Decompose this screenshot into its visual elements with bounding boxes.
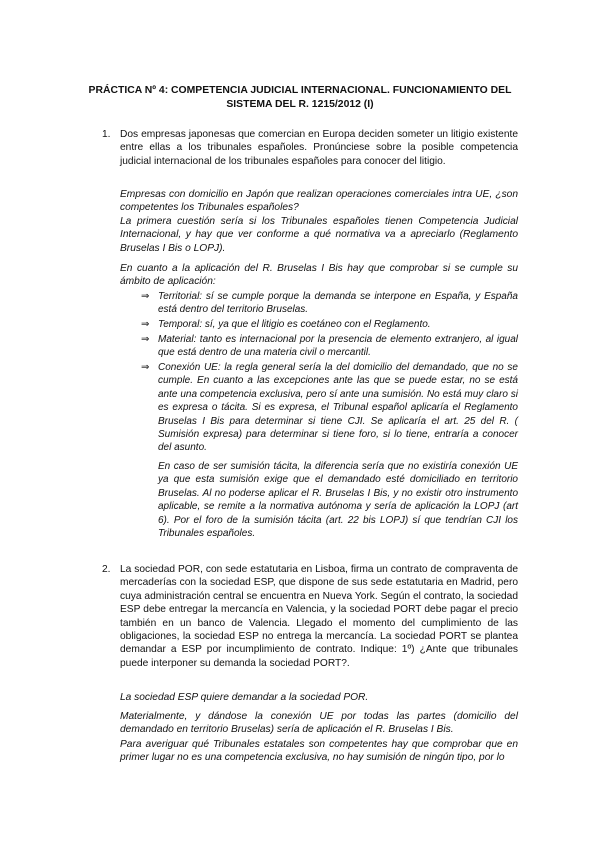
answer-1-paragraph-3: En cuanto a la aplicación del R. Bruselas I Bis hay que comprobar si se cumple su ámbito de aplicación: [120, 263, 518, 288]
answer-1-paragraph-2: La primera cuestión sería si los Tribunales españoles tienen Competencia Judicial Internacional, y hay que ver conforme a qué normativa va a apreciarlo (Reglamento Bruselas I Bis o LOPJ). [120, 216, 518, 254]
question-2-number: 2. [102, 564, 111, 575]
arrow-bullet-icon: ⇒ [141, 291, 150, 302]
bullet-territorial: Territorial: sí se cumple porque la demanda se interpone en España, y España está dentro del territorio Bruselas. [158, 291, 518, 316]
document-title [60, 84, 540, 111]
answer-2-paragraph-2: Materialmente, y dándose la conexión UE por todas las partes (domicilio del demandado en territorio Bruselas) sería de aplicación el R. Bruselas I Bis. [120, 711, 518, 736]
arrow-bullet-icon: ⇒ [141, 334, 150, 345]
answer-2-paragraph-1: La sociedad ESP quiere demandar a la sociedad POR. [120, 692, 369, 703]
bullet-material: Material: tanto es internacional por la presencia de elemento extranjero, al igual que está dentro de una materia civil o mercantil. [158, 334, 518, 359]
arrow-bullet-icon: ⇒ [141, 319, 150, 330]
arrow-bullet-icon: ⇒ [141, 362, 150, 373]
answer-2-paragraph-3: Para averiguar qué Tribunales estatales son competentes hay que comprobar que en primer lugar no es una competencia exclusiva, no hay sumisión de ningún tipo, por lo [120, 739, 518, 764]
title-line-2: SISTEMA DEL R. 1215/2012 (I) [226, 98, 374, 110]
bullet-conexion-ue-continued: En caso de ser sumisión tácita, la diferencia sería que no existiría conexión UE ya que esta sumisión exige que el demandado esté domiciliado en territorio Bruselas. Al no poderse aplicar el R. Bruselas I Bis, y no existir otro instrumento aplicable, se remite a la normativa autónoma y sería de aplicación la LOPJ (art 6). Por el foro de la sumisión tácita (art. 22 bis LOPJ) sí que tendrían CJI los Tribunales españoles. [158, 461, 518, 540]
answer-1-paragraph-1: Empresas con domicilio en Japón que realizan operaciones comerciales intra UE, ¿son competentes los Tribunales españoles? [120, 189, 518, 214]
question-2-statement: La sociedad POR, con sede estatutaria en Lisboa, firma un contrato de compraventa de mercaderías con la sociedad ESP, que dispone de sus sede estatutaria en Madrid, pero cuya administración central se encuentra en Nueva York. Según el contrato, la sociedad ESP debe entregar la mercancía en Valencia, y la sociedad PORT debe pagar el precio también en un banco de Valencia. Llegado el momento del cumplimiento de las obligaciones, la sociedad ESP no entrega la mercancía. La sociedad PORT se plantea demandar a ESP por incumplimiento de contrato. Indique: 1º) ¿Ante que tribunales puede interponer su demanda la sociedad PORT?. [120, 564, 518, 669]
bullet-temporal: Temporal: sí, ya que el litigio es coetáneo con el Reglamento. [158, 319, 431, 330]
bullet-conexion-ue: Conexión UE: la regla general sería la del domicilio del demandado, que no se cumple. En cuanto a las excepciones ante las que se puede estar, no se está ante una competencia exclusiva, pero sí ante una sumisión. No está muy claro si es expresa o tácita. Si es expresa, el Tribunal español aplicaría el Reglamento Bruselas I Bis para determinar si tiene CJI. Se aplicaría el art. 25 del R. ( Sumisión expresa) para determinar si tiene foro, si lo tiene, entraría a conocer del asunto. [158, 362, 518, 454]
question-1-number: 1. [102, 129, 111, 140]
title-line-1: PRÁCTICA Nº 4: COMPETENCIA JUDICIAL INTERNACIONAL. FUNCIONAMIENTO DEL [88, 85, 512, 96]
question-1-statement: Dos empresas japonesas que comercian en Europa deciden someter un litigio existente entre ellas a los tribunales españoles. Pronúnciese sobre la posible competencia judicial internacional de los tribunales españoles para conocer del litigio. [120, 129, 518, 167]
